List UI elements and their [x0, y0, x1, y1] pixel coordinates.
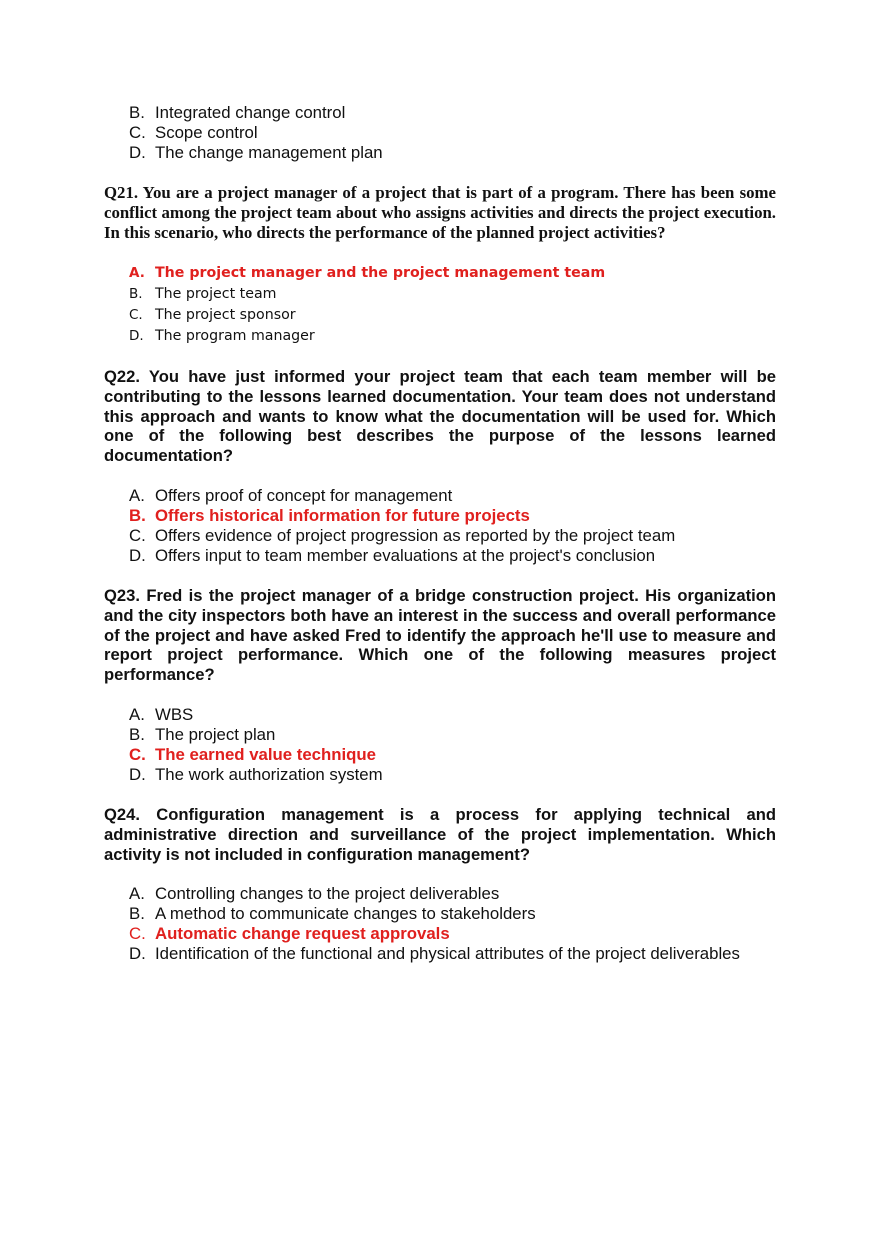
- question-24-options: [104, 884, 776, 964]
- option-text: The change management plan: [155, 143, 383, 162]
- option-text: The program manager: [155, 328, 315, 344]
- option-text: A method to communicate changes to stakeholders: [155, 904, 536, 924]
- option-letter: B.: [129, 724, 145, 744]
- option-letter: D.: [129, 545, 146, 565]
- question-22: Q22. You have just informed your project team that each team member will be contributing to the lessons learned documentation. Your team does not understand this approach and wants to know what the documentation will be used for. Which one of the following best describes the purpose of the lessons learned documentation?: [104, 367, 776, 466]
- option-text: Offers evidence of project progression as reported by the project team: [155, 525, 676, 545]
- question-21: Q21. You are a project manager of a project that is part of a program. There has been some conflict among the project team about who assigns activities and directs the project execution. In this scenario, who directs the performance of the planned project activities?: [104, 183, 776, 242]
- question-21-options: [104, 263, 776, 347]
- option-b: [129, 904, 776, 924]
- document-page: [104, 103, 776, 964]
- option-a: [129, 705, 776, 725]
- option-letter: D.: [129, 328, 144, 344]
- option-d: [129, 944, 776, 964]
- option-text: Automatic change request approvals: [155, 924, 450, 944]
- option-b: [129, 284, 776, 305]
- option-c-correct: [129, 924, 776, 944]
- option-text: Identification of the functional and physical attributes of the project deliverables: [155, 944, 740, 964]
- option-letter: C.: [129, 924, 146, 944]
- option-text: Integrated change control: [155, 103, 346, 122]
- option-letter: D.: [129, 764, 146, 784]
- option-letter: B.: [129, 286, 143, 302]
- option-letter: C.: [129, 525, 146, 545]
- option-text: WBS: [155, 704, 194, 724]
- option-letter: B.: [129, 103, 145, 122]
- option-letter: A.: [129, 265, 145, 281]
- option-text: The project plan: [155, 724, 276, 744]
- option-text: Controlling changes to the project deliverables: [155, 884, 500, 904]
- option-b-correct: [129, 506, 776, 526]
- option-letter: C.: [129, 744, 146, 764]
- option-c: [129, 526, 776, 546]
- option-letter: A.: [129, 485, 145, 505]
- option-text: The earned value technique: [155, 744, 377, 764]
- option-text: Offers historical information for future projects: [155, 505, 530, 525]
- option-letter: A.: [129, 884, 145, 904]
- option-text: Scope control: [155, 123, 258, 142]
- option-letter: B.: [129, 904, 145, 924]
- option-letter: C.: [129, 307, 143, 323]
- option-letter: A.: [129, 704, 145, 724]
- option-d: [129, 546, 776, 566]
- option-text: The project manager and the project management team: [155, 265, 606, 281]
- option-letter: D.: [129, 944, 146, 964]
- question-23-options: [104, 705, 776, 785]
- option-a-correct: [129, 263, 776, 284]
- option-text: The project team: [155, 286, 277, 302]
- question-24: Q24. Configuration management is a process for applying technical and administrative direction and surveillance of the project implementation. Which activity is not included in configuration management?: [104, 804, 776, 864]
- option-a: [129, 884, 776, 904]
- option-letter: B.: [129, 505, 146, 525]
- option-letter: C.: [129, 123, 146, 142]
- option-a: [129, 486, 776, 506]
- option-text: The work authorization system: [155, 764, 383, 784]
- option-c: [129, 305, 776, 326]
- option-text: The project sponsor: [155, 307, 296, 323]
- option-b: [129, 725, 776, 745]
- previous-question-options: [104, 103, 776, 163]
- option-c: [129, 123, 776, 143]
- option-d: [129, 143, 776, 163]
- option-d: [129, 326, 776, 347]
- option-text: Offers proof of concept for management: [155, 485, 453, 505]
- question-22-options: [104, 486, 776, 566]
- question-23: Q23. Fred is the project manager of a bridge construction project. His organization and the city inspectors both have an interest in the success and overall performance of the project and have asked Fred to identify the approach he'll use to measure and report project performance. Which one of the following measures project performance?: [104, 585, 776, 685]
- option-b: [129, 103, 776, 123]
- option-letter: D.: [129, 143, 146, 162]
- option-text: Offers input to team member evaluations at the project's conclusion: [155, 545, 656, 565]
- option-c-correct: [129, 745, 776, 765]
- option-d: [129, 765, 776, 785]
